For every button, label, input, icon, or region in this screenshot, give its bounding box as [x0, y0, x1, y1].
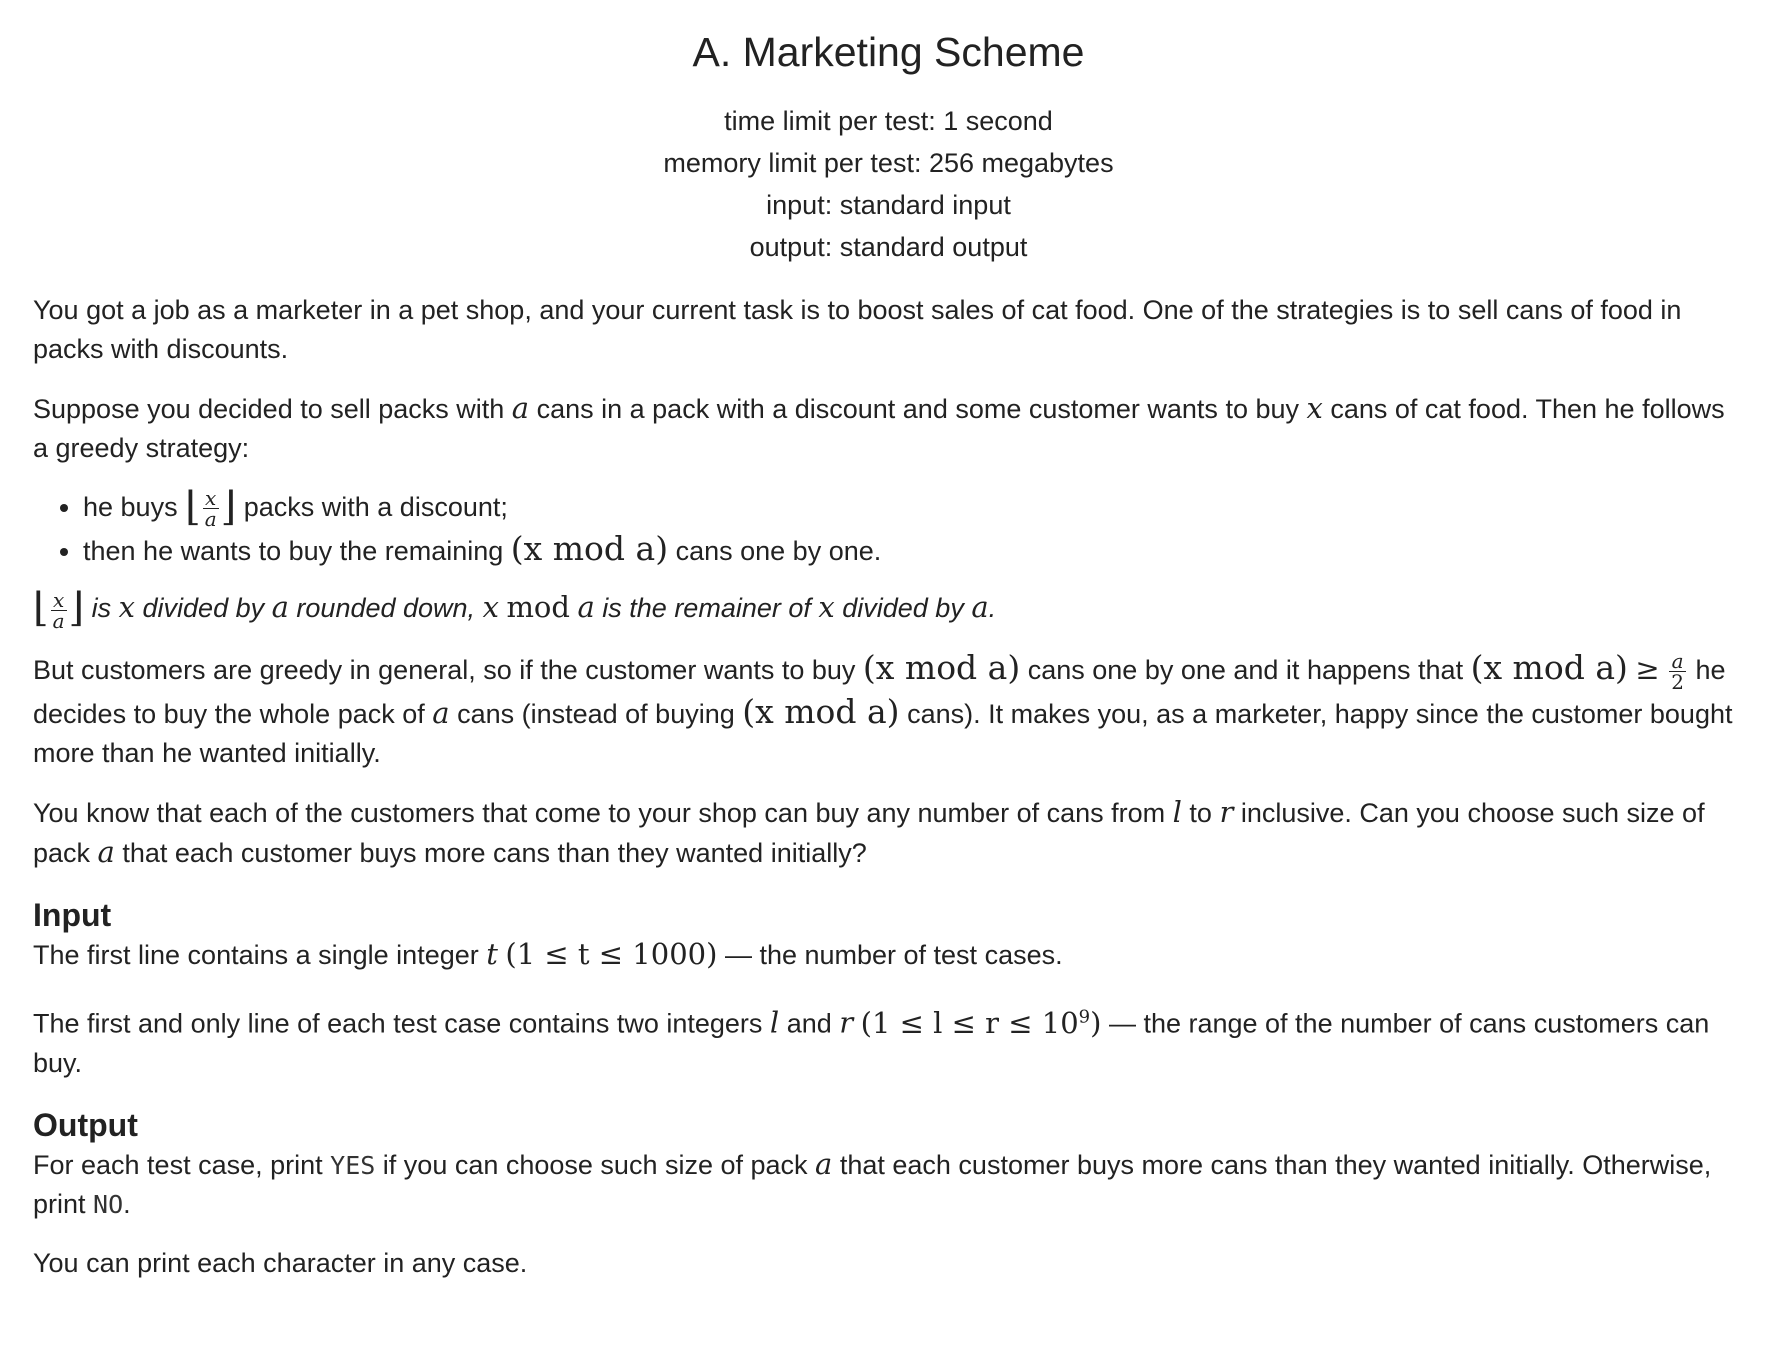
statement-paragraph-2: Suppose you decided to sell packs with a cans in a pack with a discount and some customer wants to buy x cans of cat food. Then he follows a greedy strategy: [33, 391, 1725, 463]
output-section-title: Output [33, 1106, 138, 1143]
floor-fraction: ⌊ $\frac{x}{a}$ ⌋ [185, 483, 237, 532]
problem-title: A. Marketing Scheme [692, 29, 1085, 75]
no-token: NO [93, 1189, 124, 1219]
problem-header [33, 0, 1744, 268]
input-paragraph-1: The first line contains a single integer t (1 ≤ t ≤ 1000) — the number of test cases. [33, 937, 1063, 972]
strategy-list [33, 483, 1744, 571]
floor-note: ⌊ $\frac{x}{a}$ ⌋ is x divided by a rounded down, x mod a is the remainer of x divided by a. [33, 585, 997, 633]
input-section-title: Input [33, 897, 112, 934]
a-over-2: $\frac{a}{2}$ [1671, 649, 1684, 695]
yes-token: YES [330, 1150, 376, 1180]
output-spec: output: standard output [749, 232, 1028, 262]
statement-paragraph-3: But customers are greedy in general, so if the customer wants to buy (x mod a) cans one by one and it happens that (x mod a) ≥ $\frac{a}{2}$ he decides to buy the whole pack of a cans (instead of buying (x mod a) cans). It makes you, as a marketer, happy since the customer bought more than he wanted initially. [33, 647, 1733, 769]
list-item: • then he wants to buy the remaining (x mod a) cans one by one. [83, 529, 1744, 571]
list-item: • he buys ⌊ $\frac{x}{a}$ ⌋ packs with a discount; [83, 488, 1744, 529]
memory-limit: memory limit per test: 256 megabytes [663, 148, 1114, 178]
input-paragraph-2: The first and only line of each test case contains two integers l and r $(1 \le l \le r \le 10^9)$ — the range of the number of cans customers can buy. [33, 1005, 1710, 1078]
statement-paragraph-1: You got a job as a marketer in a pet shop, and your current task is to boost sales of cat food. One of the strategies is to sell cans of food in packs with discounts. [33, 295, 1682, 364]
time-limit: time limit per test: 1 second [724, 106, 1053, 136]
output-paragraph-2: You can print each character in any case. [33, 1247, 528, 1278]
input-spec: input: standard input [766, 190, 1011, 220]
statement-paragraph-4: You know that each of the customers that come to your shop can buy any number of cans from l to r inclusive. Can you choose such size of pack a that each customer buys more cans than they wanted initially? [33, 795, 1705, 870]
output-paragraph-1: For each test case, print YES if you can choose such size of pack a that each customer buys more cans than they wanted initially. Otherwise, print NO. [33, 1146, 1712, 1219]
